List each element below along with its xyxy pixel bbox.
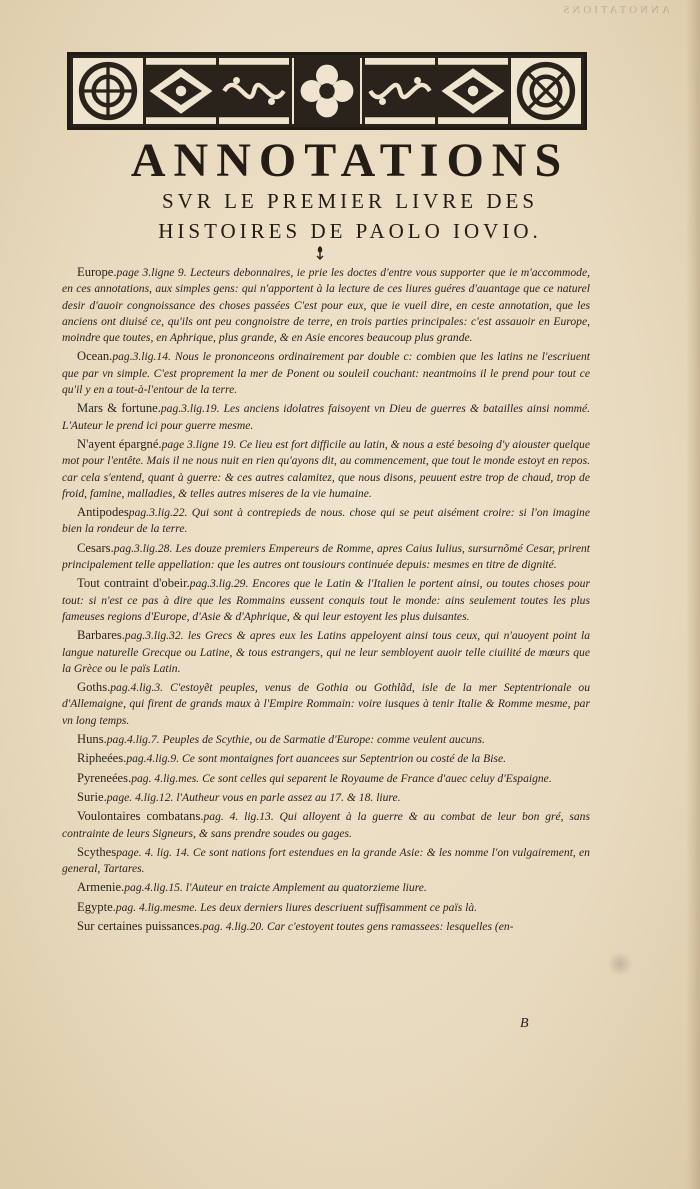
paper-stain <box>606 953 634 975</box>
signature-mark: B <box>520 1016 529 1031</box>
page-edge-shadow <box>686 0 700 1189</box>
entry-text: Ce lieu est fort difficile au latin, & nous a esté besoing d'y aiouster quelque mot pour l'entête. Mais il ne nous nuit en rien qu'ayons dit, au commencement, que tout le monde estoyt en repos. car cela s'entend, quant à guerre: & ces autres calamitez, que nous disons, peuuent estre trop de chaud, trop de froid, famine, malladies, & telles autres miseres de la vie humaine. <box>62 437 590 500</box>
entry-heading: Ripheées. <box>77 751 127 766</box>
entry-text: Car c'estoyent toutes gens ramassees: lesquelles (en- <box>266 919 514 933</box>
annotation-entry <box>62 750 590 767</box>
entry-text: Qui sont à contrepieds de nous. chose qui se peut aisément croire: si l'on imagine bien la rondeur de la terre. <box>62 506 590 536</box>
entry-citation: pag.4.lig.3. <box>110 681 164 695</box>
entry-citation: pag. 4. lig.13. <box>203 810 274 824</box>
ornament-foliage-2 <box>365 58 435 124</box>
entry-heading: Voulontaires combatans. <box>77 809 204 824</box>
entry-citation: pag. 4.lig.mes. <box>131 771 200 785</box>
entry-citation: pag.4.lig.7. <box>106 733 160 747</box>
entry-heading: Europe. <box>77 265 117 279</box>
entry-heading: N'ayent épargné. <box>77 436 162 451</box>
fleuron-ornament <box>312 244 328 260</box>
entry-text: Qui alloyent à la guerre & au combat de leur bon gré, sans contrainte de leurs Signeurs, & sans prendre soudes ou gages. <box>62 810 590 840</box>
entry-heading: Egypte. <box>77 899 116 914</box>
ornament-foliage-1 <box>219 58 289 124</box>
entry-heading: Scythes <box>77 844 117 859</box>
ornament-knot-left <box>73 58 143 124</box>
entry-heading: Antipodes <box>77 505 129 520</box>
annotation-entry <box>62 770 590 787</box>
entry-text: Ce sont nations fort estendues en la grande Asie: & les nomme l'on vulgairement, en general, Tartares. <box>62 845 590 876</box>
annotation-entry <box>62 540 590 574</box>
entry-text: Les douze premiers Empereurs de Romme, apres Caius Iulius, sursurnõmé Cesar, prirent principalement telle appellation: que les autres ont tousiours continuée depuis: mesmes en titre de dignité. <box>62 541 590 572</box>
entry-citation: page. 4.lig.12. <box>106 790 174 804</box>
entry-citation: pag.3.lig.19. <box>160 402 220 416</box>
entry-heading: Armenie. <box>77 880 125 895</box>
entry-citation: page 3.ligne 9. <box>116 266 187 279</box>
annotation-entry <box>62 844 590 878</box>
annotation-entry <box>62 679 590 729</box>
entry-heading: Mars & fortune. <box>77 401 161 416</box>
entry-heading: Cesars. <box>77 540 114 555</box>
annotation-entry <box>62 789 590 806</box>
entry-text: Ce sont montaignes fort auancees sur Septentrion ou costé de la Bise. <box>182 752 506 766</box>
entry-heading: Tout contraint d'obeir. <box>77 576 190 591</box>
annotation-entry <box>62 808 590 842</box>
entry-text: Encores que le Latin & l'Italien le portent ainsi, ou toutes choses pour tout: si n'est ce pas à dire que les Rommains eussent conquis tout le monde: ains seulement toutes les plus fameuses regions d'Europe, d'Asie & d'Aphrique, & qui leur estoyent les plus duisantes. <box>62 577 590 623</box>
annotation-entry <box>62 436 590 502</box>
annotation-entry <box>62 264 590 346</box>
page-title: ANNOTATIONS <box>130 134 570 187</box>
entry-citation: pag.4.lig.15. <box>124 881 183 895</box>
entry-heading: Ocean. <box>77 349 113 364</box>
entry-text: Ce sont celles qui separent le Royaume de France d'auec celuy d'Espaigne. <box>202 771 552 785</box>
annotation-entry <box>62 348 590 398</box>
entry-heading: Goths. <box>77 680 111 695</box>
entry-citation: pag.3.lig.14. <box>112 350 171 364</box>
entry-text: Peuples de Scythie, ou de Sarmatie d'Europe: comme veulent aucuns. <box>162 733 485 747</box>
entry-citation: pag.4.lig.9. <box>126 752 180 766</box>
entry-citation: pag. 4.lig.20. <box>202 919 265 933</box>
entry-text: C'estoyẽt peuples, venus de Gothia ou Gothlãd, isle de la mer Septentrionale ou d'Allemaigne, qui firent de grands maux à l'Empire Rommain: voire iusques à tenir Italie & Romme mesme, par vn long temps. <box>62 681 590 727</box>
entry-text: les Grecs & apres eux les Latins appeloyent ainsi tous ceux, qui n'auoyent point la langue naturelle Grecque ou Latine, & tous estrangers, qui ne leur sembloyent auoir telle ciuilité de mœurs que la Grèce ou le païs Latin. <box>62 629 591 675</box>
annotation-entry <box>62 575 590 625</box>
annotation-entry <box>62 627 590 677</box>
entry-text: l'Auteur en traicte Amplement au quatorzieme liure. <box>185 881 427 895</box>
annotation-entry <box>62 731 590 748</box>
entry-text: Les deux derniers liures descriuent suffisamment ce païs là. <box>200 900 478 914</box>
entry-text: Lecteurs debonnaires, ie prie les doctes d'entre vous supporter que ie m'accommode, en ces annotations, aux simples gens: qui n'apportent à la lecture de ces liures guéres d'auantage que ce naturel desir d'auoir congnoissance des choses passées C'est pour eux, que ie vueil dire, en ceste annotation, que les anciens ont diuisé ce, qu'ils ont peu congnoistre de terre, en trois parties principales: c'est assauoir en Europe, moindre que toutes, en Aphrique, plus grande, & en Asie encores beaucoup plus grande. <box>62 266 591 345</box>
subtitle-line-2: HISTOIRES DE PAOLO IOVIO. <box>158 219 542 243</box>
entry-citation: page. 4. lig. 14. <box>116 845 190 859</box>
annotation-entry <box>62 879 590 896</box>
entry-citation: pag.3.lig.28. <box>113 541 173 555</box>
annotation-entry <box>62 400 590 434</box>
annotations-body <box>62 264 590 937</box>
entry-text: Nous le prononceons ordinairement par double c: combien que les latins ne l'escriuent que par vn simple. C'est proprement la mer de Ponent ou souleil couchant: neantmoins il le prend pour tout ce qu'il y en a tout-à-l'entour de la terre. <box>62 350 590 397</box>
annotation-entry <box>62 918 590 935</box>
ornament-diamond-2 <box>438 58 508 124</box>
entry-heading: Pyreneées. <box>77 770 132 785</box>
entry-citation: pag. 4.lig.mesme. <box>115 900 198 914</box>
entry-citation: pag.3.lig.29. <box>189 577 249 591</box>
entry-text: Les anciens idolatres faisoyent vn Dieu de guerres & batailles ainsi nommé. L'Auteur le prend ici pour guerre mesme. <box>62 402 590 432</box>
entry-text: l'Autheur vous en parle assez au 17. & 18. liure. <box>176 790 401 804</box>
entry-heading: Surie. <box>77 789 107 804</box>
entry-citation: pag.3.lig.22. <box>128 506 188 520</box>
annotation-entry <box>62 504 590 538</box>
subtitle-line-1: SVR LE PREMIER LIVRE DES <box>161 189 538 213</box>
ornament-quatrefoil <box>292 58 362 124</box>
entry-heading: Huns. <box>77 732 107 747</box>
entry-citation: pag.3.lig.32. <box>124 629 184 643</box>
bleed-through-text: ANNOTATIONS <box>560 4 670 16</box>
entry-heading: Barbares. <box>77 628 125 643</box>
entry-citation: page 3.ligne 19. <box>161 437 237 451</box>
ornament-knot-right <box>511 58 581 124</box>
annotation-entry <box>62 899 590 916</box>
ornament-diamond-1 <box>146 58 216 124</box>
ornamental-headpiece <box>67 52 587 130</box>
entry-heading: Sur certaines puissances. <box>77 918 203 933</box>
